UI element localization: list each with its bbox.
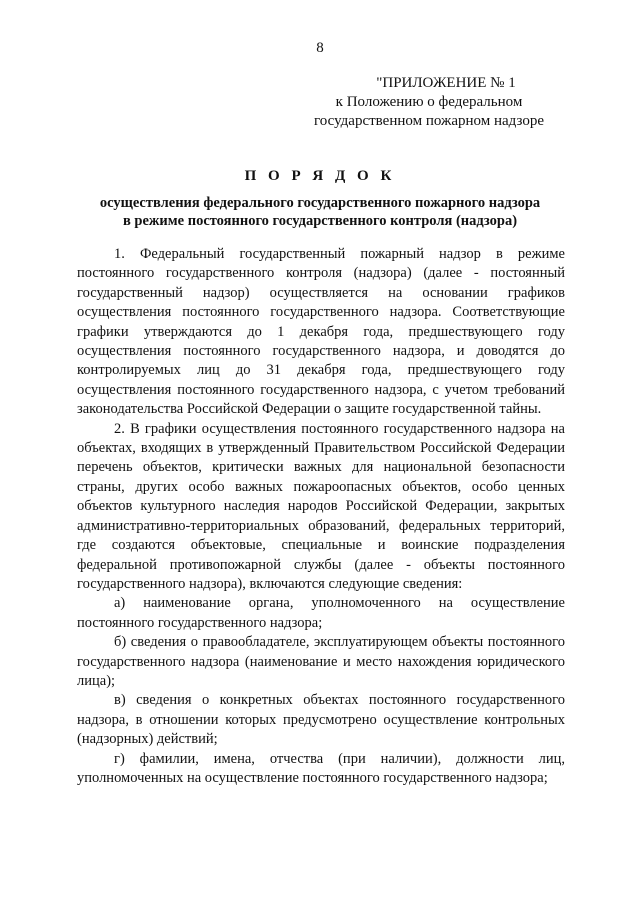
appendix-reference-line: государственном пожарном надзоре [314,113,544,129]
paragraph-2: 2. В графики осуществления постоянного государственного надзора на объектах, входящих в утвержденный Правительством Российской Федерации перечень объектов, критически важных для национальной безопасности страны, других особо важных пожароопасных объектов, особо ценных объектов культурного наследия народов Российской Федерации, закрытых административно-территориальных образований, федеральных территорий, где создаются объектовые, специальные и воинские подразделения федеральной противопожарной службы (далее - объекты постоянного государственного надзора), включаются следующие сведения: [77,420,565,592]
appendix-title: "ПРИЛОЖЕНИЕ № 1 [376,75,516,91]
paragraph-1: 1. Федеральный государственный пожарный надзор в режиме постоянного государственного контроля (надзора) (далее - постоянный государственный надзор) осуществляется на основании графиков осуществления постоянного государственного надзора. Соответствующие графики утверждаются до 1 декабря года, предшествующего году осуществления постоянного государственного надзора, и доводятся до контролируемых лиц до 31 декабря года, предшествующего году осуществления постоянного государственного надзора, с учетом требований законодательства Российской Федерации о защите государственной тайны. [77,246,565,418]
subtitle-line: в режиме постоянного государственного контроля (надзора) [122,213,518,229]
page-number: 8 [316,40,324,56]
list-item-b: б) сведения о правообладателе, эксплуатирующем объекты постоянного государственного надзора (наименование и место нахождения юридического лица); [77,634,565,689]
document-body [77,245,565,788]
document-title: П О Р Я Д О К [244,168,396,184]
list-item-c: в) сведения о конкретных объектах постоянного государственного надзора, в отношении которых предусмотрено осуществление контрольных (надзорных) действий; [77,692,565,748]
appendix-header [304,74,554,131]
list-item-a: а) наименование органа, уполномоченного на осуществление постоянного государственного надзора; [77,595,565,631]
appendix-reference-line: к Положению о федеральном [335,94,523,110]
list-item-d: г) фамилии, имена, отчества (при наличии), должности лиц, уполномоченных на осуществление постоянного государственного надзора; [77,750,565,786]
subtitle-line: осуществления федерального государственного пожарного надзора [99,195,541,211]
document-subtitle [60,194,580,230]
